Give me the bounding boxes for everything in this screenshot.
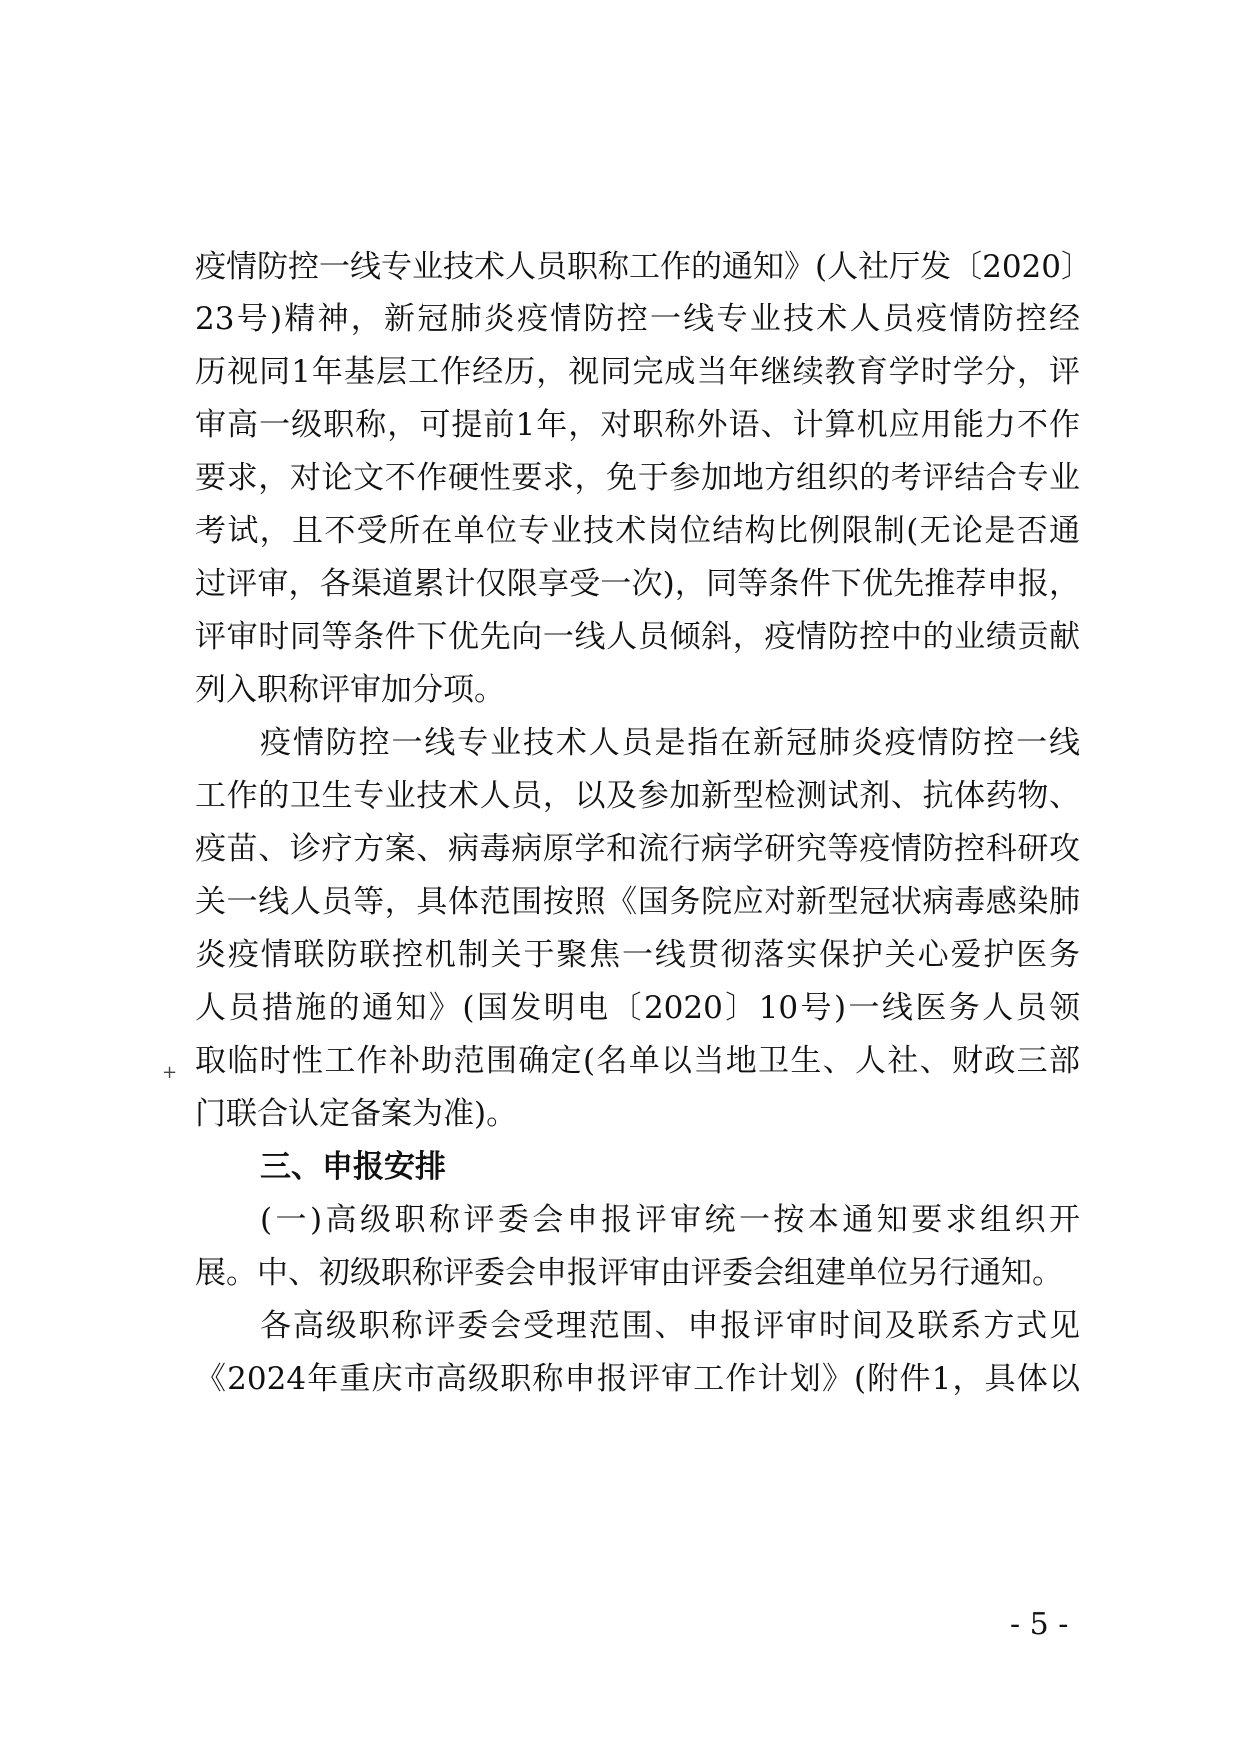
text-line: 要求，对论文不作硬性要求，免于参加地方组织的考评结合专业	[195, 460, 1080, 496]
page-number: - 5 -	[1010, 1607, 1069, 1642]
text-line: 历视同1年基层工作经历，视同完成当年继续教育学时学分，评	[195, 354, 1080, 390]
text-line: 疫苗、诊疗方案、病毒病原学和流行病学研究等疫情防控科研攻	[195, 831, 1080, 867]
text-line: 展。中、初级职称评委会申报评审由评委会组建单位另行通知。	[195, 1255, 1063, 1291]
text-line: 评审时同等条件下优先向一线人员倾斜，疫情防控中的业绩贡献	[195, 619, 1080, 655]
margin-mark: +	[162, 1062, 178, 1083]
text-line: 各高级职称评委会受理范围、申报评审时间及联系方式见	[260, 1308, 1080, 1344]
text-line: 炎疫情联防联控机制关于聚焦一线贯彻落实保护关心爱护医务	[195, 937, 1080, 973]
text-line: 审高一级职称，可提前1年，对职称外语、计算机应用能力不作	[195, 407, 1080, 443]
text-line: 取临时性工作补助范围确定(名单以当地卫生、人社、财政三部	[195, 1043, 1080, 1079]
text-line: 考试，且不受所在单位专业技术岗位结构比例限制(无论是否通	[195, 513, 1080, 549]
section-heading: 三、申报安排	[260, 1149, 446, 1185]
text-line: 关一线人员等，具体范围按照《国务院应对新型冠状病毒感染肺	[195, 884, 1080, 920]
text-line: 疫情防控一线专业技术人员职称工作的通知》(人社厅发〔2020〕	[195, 249, 1092, 285]
text-line: (一)高级职称评委会申报评审统一按本通知要求组织开	[260, 1202, 1080, 1238]
text-line: 过评审，各渠道累计仅限享受一次)，同等条件下优先推荐申报，	[195, 566, 1080, 602]
text-line: 工作的卫生专业技术人员，以及参加新型检测试剂、抗体药物、	[195, 778, 1080, 814]
text-line: 门联合认定备案为准)。	[195, 1096, 518, 1132]
text-line: 人员措施的通知》(国发明电〔2020〕10号)一线医务人员领	[195, 990, 1080, 1026]
text-line: 《2024年重庆市高级职称申报评审工作计划》(附件1，具体以	[195, 1361, 1080, 1397]
text-line: 疫情防控一线专业技术人员是指在新冠肺炎疫情防控一线	[260, 725, 1080, 761]
text-line: 23号)精神，新冠肺炎疫情防控一线专业技术人员疫情防控经	[195, 301, 1080, 337]
text-line: 列入职称评审加分项。	[195, 672, 505, 708]
